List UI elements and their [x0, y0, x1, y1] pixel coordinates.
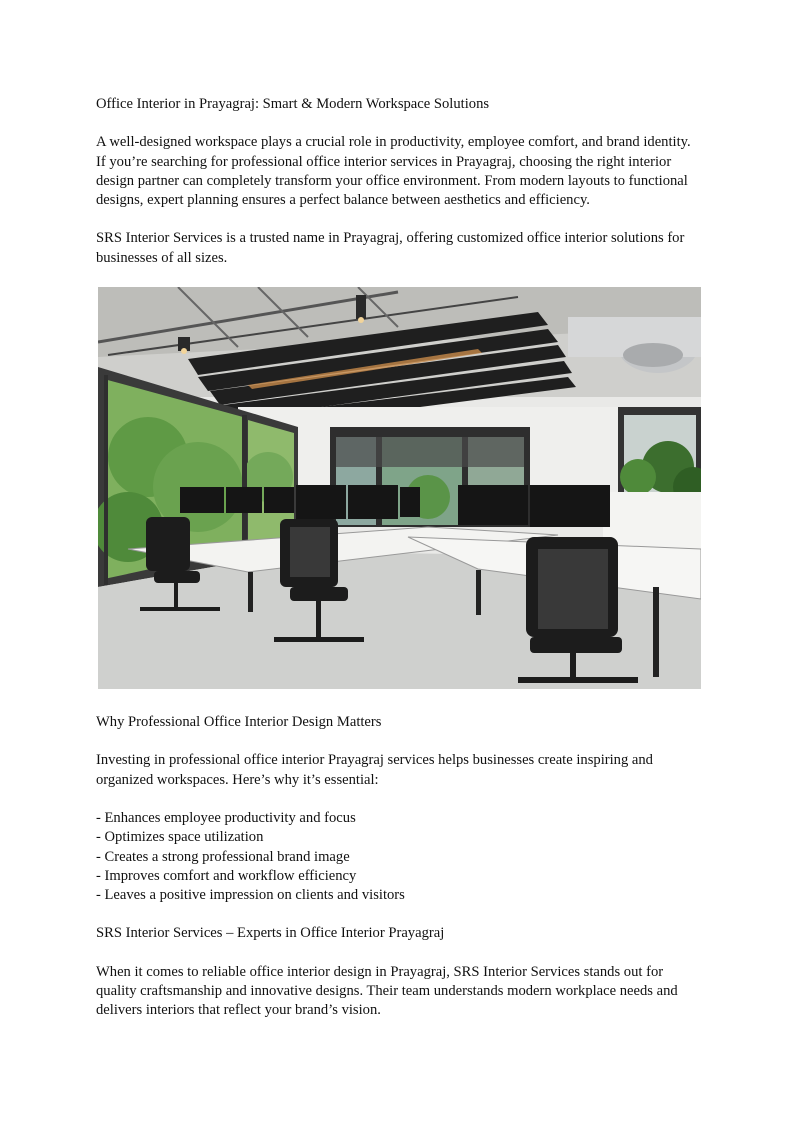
list-item: - Creates a strong professional brand image [96, 848, 350, 865]
document-title: Office Interior in Prayagraj: Smart & Modern Workspace Solutions [96, 96, 490, 112]
office-interior-photo [98, 287, 701, 689]
benefits-list [96, 809, 701, 905]
srs-intro-paragraph: SRS Interior Services is a trusted name in Prayagraj, offering customized office interior solutions for businesses of all sizes. [96, 230, 685, 266]
list-item: - Enhances employee productivity and focus [96, 809, 356, 826]
list-item: - Improves comfort and workflow efficiency [96, 867, 357, 884]
why-heading: Why Professional Office Interior Design Matters [96, 714, 382, 731]
intro-paragraph: A well-designed workspace plays a crucial role in productivity, employee comfort, and brand identity. If you’re searching for professional office interior services in Prayagraj, choosing the right interior design partner can completely transform your office environment. From modern layouts to functional designs, expert planning ensures a perfect balance between aesthetics and efficiency. [96, 134, 691, 209]
document-body [96, 95, 701, 1040]
why-paragraph: Investing in professional office interior Prayagraj services helps businesses create inspiring and organized workspaces. Here’s why it’s essential: [96, 752, 653, 788]
experts-heading: SRS Interior Services – Experts in Office Interior Prayagraj [96, 925, 445, 942]
experts-paragraph: When it comes to reliable office interior design in Prayagraj, SRS Interior Services stands out for quality craftsmanship and innovative designs. Their team understands modern workplace needs and delivers interiors that reflect your brand’s vision. [96, 963, 678, 1019]
list-item: - Optimizes space utilization [96, 829, 264, 846]
list-item: - Leaves a positive impression on clients and visitors [96, 887, 405, 904]
